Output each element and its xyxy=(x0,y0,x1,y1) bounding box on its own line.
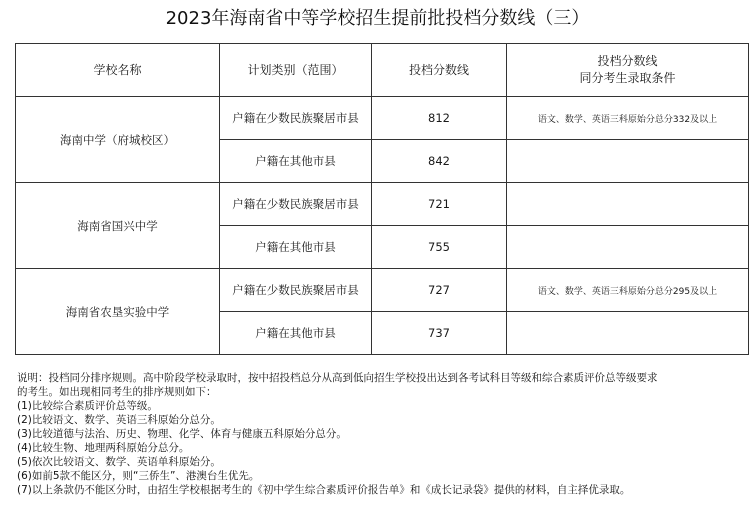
page-title: 2023年海南省中等学校招生提前批投档分数线（三） xyxy=(165,8,590,29)
table-row xyxy=(16,269,749,312)
note-line: 的考生。如出现相同考生的排序规则如下： xyxy=(17,386,217,398)
category-cell: 户籍在其他市县 xyxy=(220,226,372,269)
header-tie-condition xyxy=(507,44,749,97)
note-line: (3)比较道德与法治、历史、物理、化学、体育与健康五科原始分总分。 xyxy=(17,428,347,440)
header-tie-line1: 投档分数线 xyxy=(597,54,658,68)
condition-cell xyxy=(507,140,749,183)
header-school: 学校名称 xyxy=(16,44,220,97)
note-line: (7)以上条款仍不能区分时，由招生学校根据考生的《初中学生综合素质评价报告单》和《成长记录袋》提供的材料，自主择优录取。 xyxy=(17,484,631,496)
condition-cell: 语文、数学、英语三科原始分总分332及以上 xyxy=(507,97,749,140)
table-row xyxy=(16,183,749,226)
category-cell: 户籍在少数民族聚居市县 xyxy=(220,183,372,226)
score-cell: 721 xyxy=(372,183,507,226)
school-name: 海南中学（府城校区） xyxy=(16,97,220,183)
note-line: (1)比较综合素质评价总等级。 xyxy=(17,400,158,412)
score-cell: 737 xyxy=(372,312,507,355)
note-line: (6)如前5款不能区分，则“三侨生”、港澳台生优先。 xyxy=(17,470,260,482)
category-cell: 户籍在少数民族聚居市县 xyxy=(220,269,372,312)
condition-cell xyxy=(507,312,749,355)
table-row xyxy=(16,97,749,140)
note-line: (5)依次比较语文、数学、英语单科原始分。 xyxy=(17,456,221,468)
category-cell: 户籍在其他市县 xyxy=(220,140,372,183)
school-name: 海南省国兴中学 xyxy=(16,183,220,269)
notes-block xyxy=(17,371,750,497)
score-cell: 727 xyxy=(372,269,507,312)
score-cell: 842 xyxy=(372,140,507,183)
score-cell: 755 xyxy=(372,226,507,269)
score-cell: 812 xyxy=(372,97,507,140)
category-cell: 户籍在少数民族聚居市县 xyxy=(220,97,372,140)
table-header-row xyxy=(16,44,749,97)
header-tie-line2: 同分考生录取条件 xyxy=(579,71,676,85)
header-score: 投档分数线 xyxy=(372,44,507,97)
note-line: (4)比较生物、地理两科原始分总分。 xyxy=(17,442,190,454)
condition-cell: 语文、数学、英语三科原始分总分295及以上 xyxy=(507,269,749,312)
note-line: 说明：投档同分排序规则。高中阶段学校录取时，按中招投档总分从高到低向招生学校投出达到各考试科目等级和综合素质评价总等级要求 xyxy=(17,372,658,384)
condition-cell xyxy=(507,183,749,226)
condition-cell xyxy=(507,226,749,269)
header-category: 计划类别（范围） xyxy=(220,44,372,97)
category-cell: 户籍在其他市县 xyxy=(220,312,372,355)
school-name: 海南省农垦实验中学 xyxy=(16,269,220,355)
note-line: (2)比较语文、数学、英语三科原始分总分。 xyxy=(17,414,221,426)
score-table xyxy=(15,43,749,355)
